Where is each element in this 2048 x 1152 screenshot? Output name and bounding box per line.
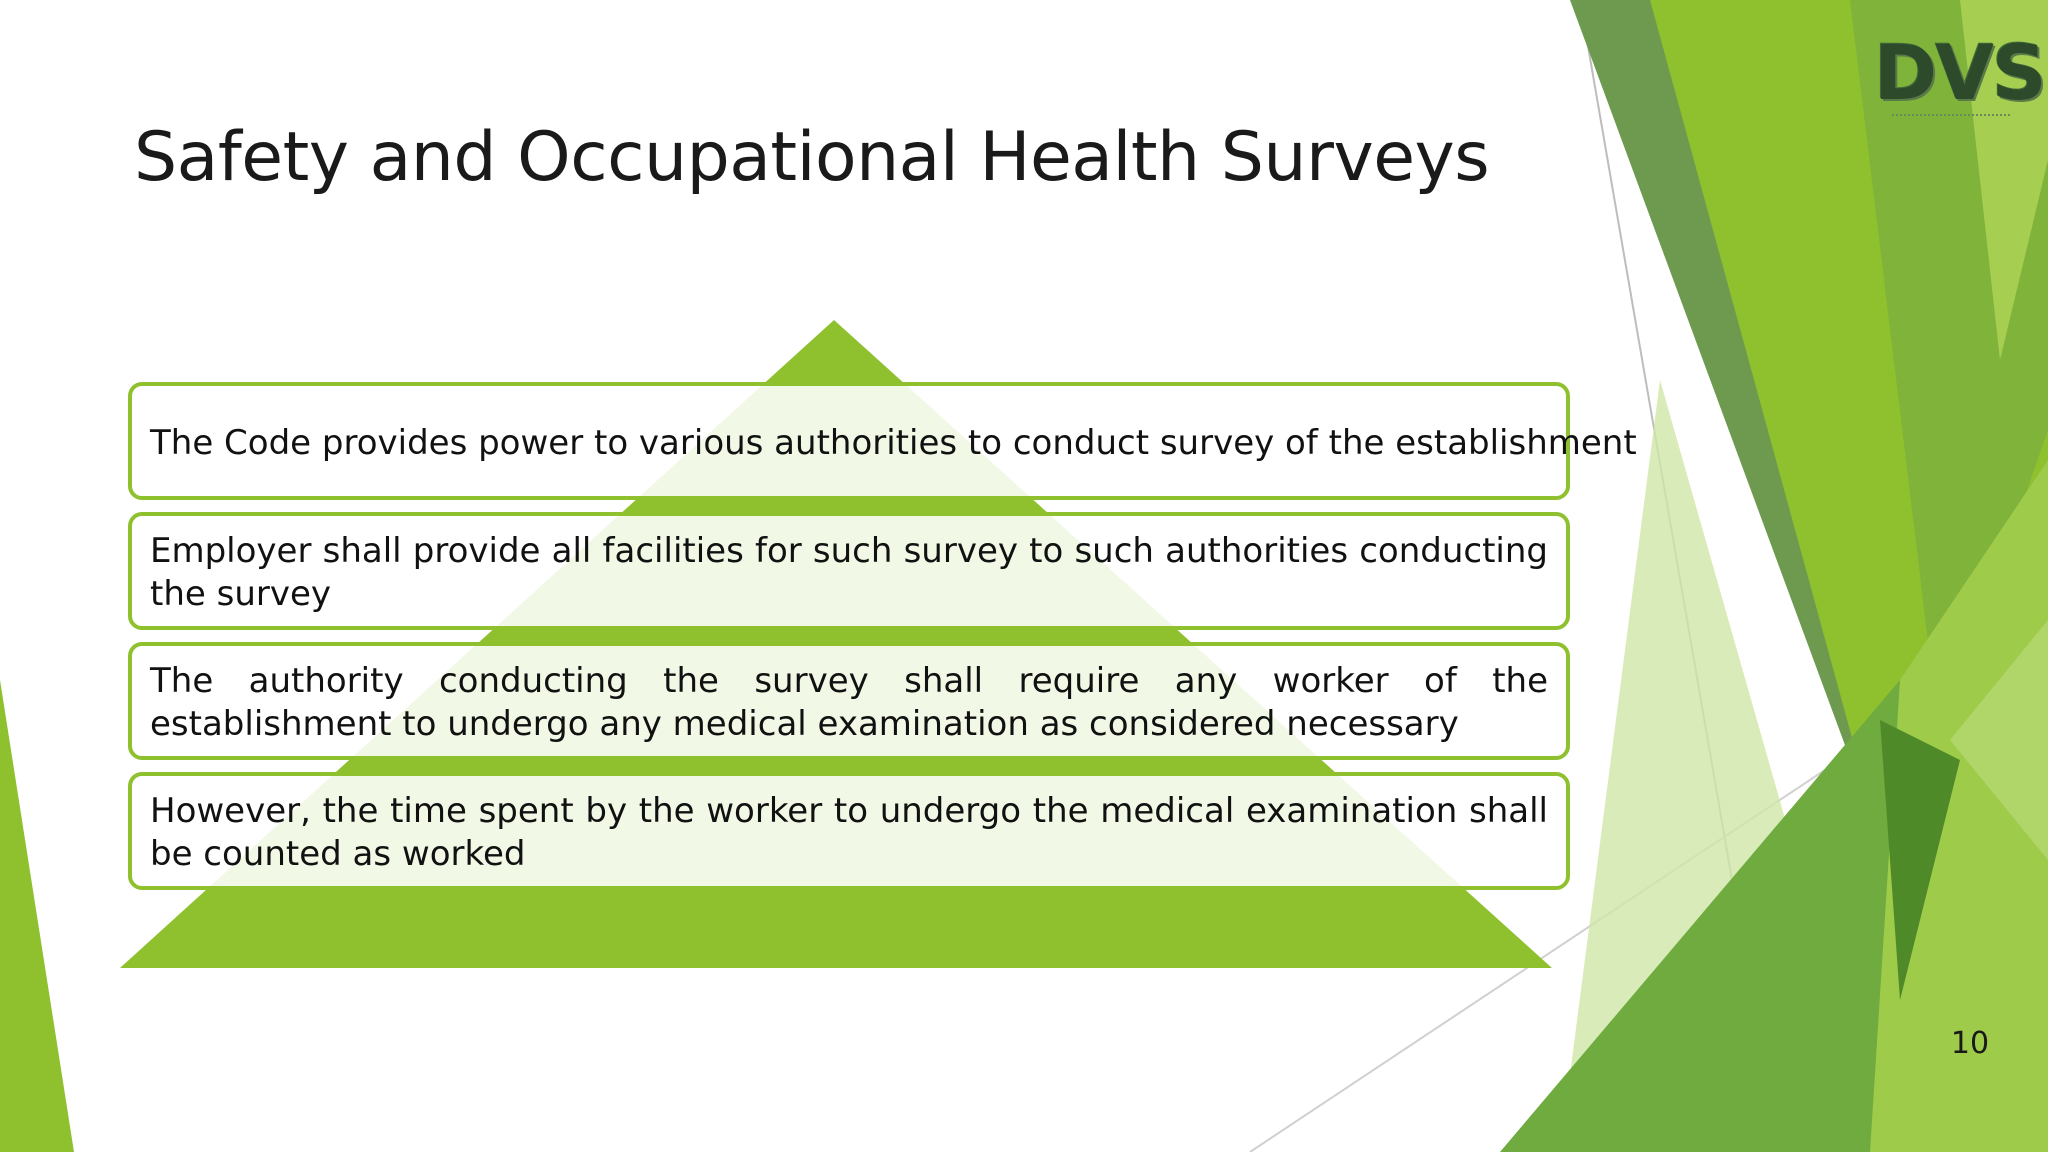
point-box-4: However, the time spent by the worker to undergo the medical examination shall be counted as worked <box>128 772 1570 890</box>
point-box-3: The authority conducting the survey shall require any worker of the establishment to undergo any medical examination as considered necessary <box>128 642 1570 760</box>
point-box-1: The Code provides power to various authorities to conduct survey of the establishment <box>128 382 1570 500</box>
point-box-2: Employer shall provide all facilities for such survey to such authorities conducting the survey <box>128 512 1570 630</box>
logo-lettering: DVS <box>1874 28 2045 117</box>
logo-underline <box>1892 114 2010 122</box>
dvs-logo <box>1874 28 2045 126</box>
page-number: 10 <box>1950 1026 1990 1061</box>
slide-title: Safety and Occupational Health Surveys <box>134 118 1490 197</box>
